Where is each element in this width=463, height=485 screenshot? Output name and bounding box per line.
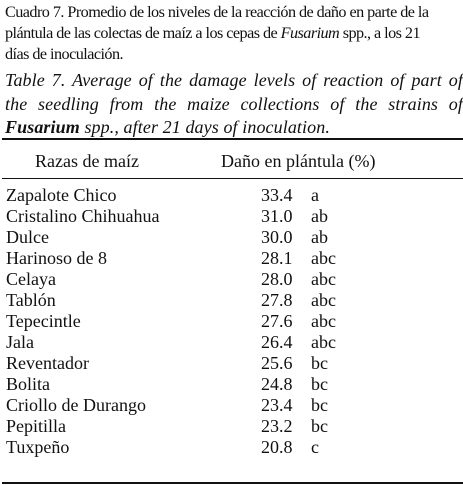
caption-english-line-1: Table 7. Average of the damage levels of reaction of part of xyxy=(5,70,463,90)
damage-value-cell: 30.0 xyxy=(261,227,293,247)
significance-group-cell: a xyxy=(311,185,319,205)
race-name-cell: Tepecintle xyxy=(6,311,81,331)
damage-value-cell: 26.4 xyxy=(261,332,293,352)
table-body xyxy=(0,185,463,458)
significance-group-cell: abc xyxy=(311,269,336,289)
race-name-cell: Tuxpeño xyxy=(6,437,70,457)
significance-group-cell: c xyxy=(311,437,319,457)
race-name-cell: Zapalote Chico xyxy=(6,185,117,205)
significance-group-cell: bc xyxy=(311,374,328,394)
caption-spanish-line-2-text: plántula de las colectas de maíz a los cepas de xyxy=(5,24,281,42)
table-row xyxy=(0,290,463,311)
table-row xyxy=(0,206,463,227)
damage-value-cell: 31.0 xyxy=(261,206,293,226)
significance-group-cell: abc xyxy=(311,290,336,310)
significance-group-cell: ab xyxy=(311,227,328,247)
damage-value-cell: 33.4 xyxy=(261,185,293,205)
table-row xyxy=(0,332,463,353)
damage-value-cell: 27.6 xyxy=(261,311,293,331)
significance-group-cell: bc xyxy=(311,353,328,373)
damage-value-cell: 27.8 xyxy=(261,290,293,310)
race-name-cell: Cristalino Chihuahua xyxy=(6,206,160,226)
caption-english-line-2: the seedling from the maize collections of the strains of xyxy=(5,93,463,114)
table-row xyxy=(0,248,463,269)
caption-spanish xyxy=(5,2,463,65)
caption-spanish-line-3: días de inoculación. xyxy=(5,45,124,63)
significance-group-cell: abc xyxy=(311,311,336,331)
table-row xyxy=(0,269,463,290)
damage-value-cell: 23.2 xyxy=(261,416,293,436)
caption-spanish-line-1: Cuadro 7. Promedio de los niveles de la reacción de daño en parte de la xyxy=(5,3,429,21)
table-top-rule xyxy=(2,138,463,140)
column-header-seedling-damage: Daño en plántula (%) xyxy=(221,151,376,171)
race-name-cell: Dulce xyxy=(6,227,49,247)
table-bottom-rule xyxy=(2,482,463,484)
damage-value-cell: 28.0 xyxy=(261,269,293,289)
significance-group-cell: bc xyxy=(311,416,328,436)
column-header-maize-race: Razas de maíz xyxy=(35,151,139,171)
race-name-cell: Pepitilla xyxy=(6,416,66,436)
damage-value-cell: 24.8 xyxy=(261,374,293,394)
table-header-rule xyxy=(2,178,463,179)
caption-english-genus: Fusarium xyxy=(5,117,80,137)
caption-spanish-line-2-tail: spp., a los 21 xyxy=(339,24,420,42)
table-row xyxy=(0,311,463,332)
caption-english-line-3-tail: spp., after 21 days of inoculation. xyxy=(79,117,330,137)
table-row xyxy=(0,353,463,374)
race-name-cell: Criollo de Durango xyxy=(6,395,146,415)
race-name-cell: Bolita xyxy=(6,374,50,394)
race-name-cell: Tablón xyxy=(6,290,56,310)
table-row xyxy=(0,437,463,458)
table-row xyxy=(0,374,463,395)
race-name-cell: Reventador xyxy=(6,353,89,373)
damage-value-cell: 20.8 xyxy=(261,437,293,457)
damage-value-cell: 28.1 xyxy=(261,248,293,268)
significance-group-cell: abc xyxy=(311,248,336,268)
race-name-cell: Harinoso de 8 xyxy=(6,248,107,268)
race-name-cell: Jala xyxy=(6,332,34,352)
damage-value-cell: 25.6 xyxy=(261,353,293,373)
caption-english xyxy=(5,69,463,140)
race-name-cell: Celaya xyxy=(6,269,56,289)
damage-value-cell: 23.4 xyxy=(261,395,293,415)
table-row xyxy=(0,185,463,206)
significance-group-cell: bc xyxy=(311,395,328,415)
significance-group-cell: abc xyxy=(311,332,336,352)
table-row xyxy=(0,416,463,437)
table-row xyxy=(0,395,463,416)
table-row xyxy=(0,227,463,248)
caption-spanish-genus: Fusarium xyxy=(280,24,340,42)
caption-english-line-3 xyxy=(5,116,463,140)
caption-spanish-line-2 xyxy=(5,23,463,44)
significance-group-cell: ab xyxy=(311,206,328,226)
